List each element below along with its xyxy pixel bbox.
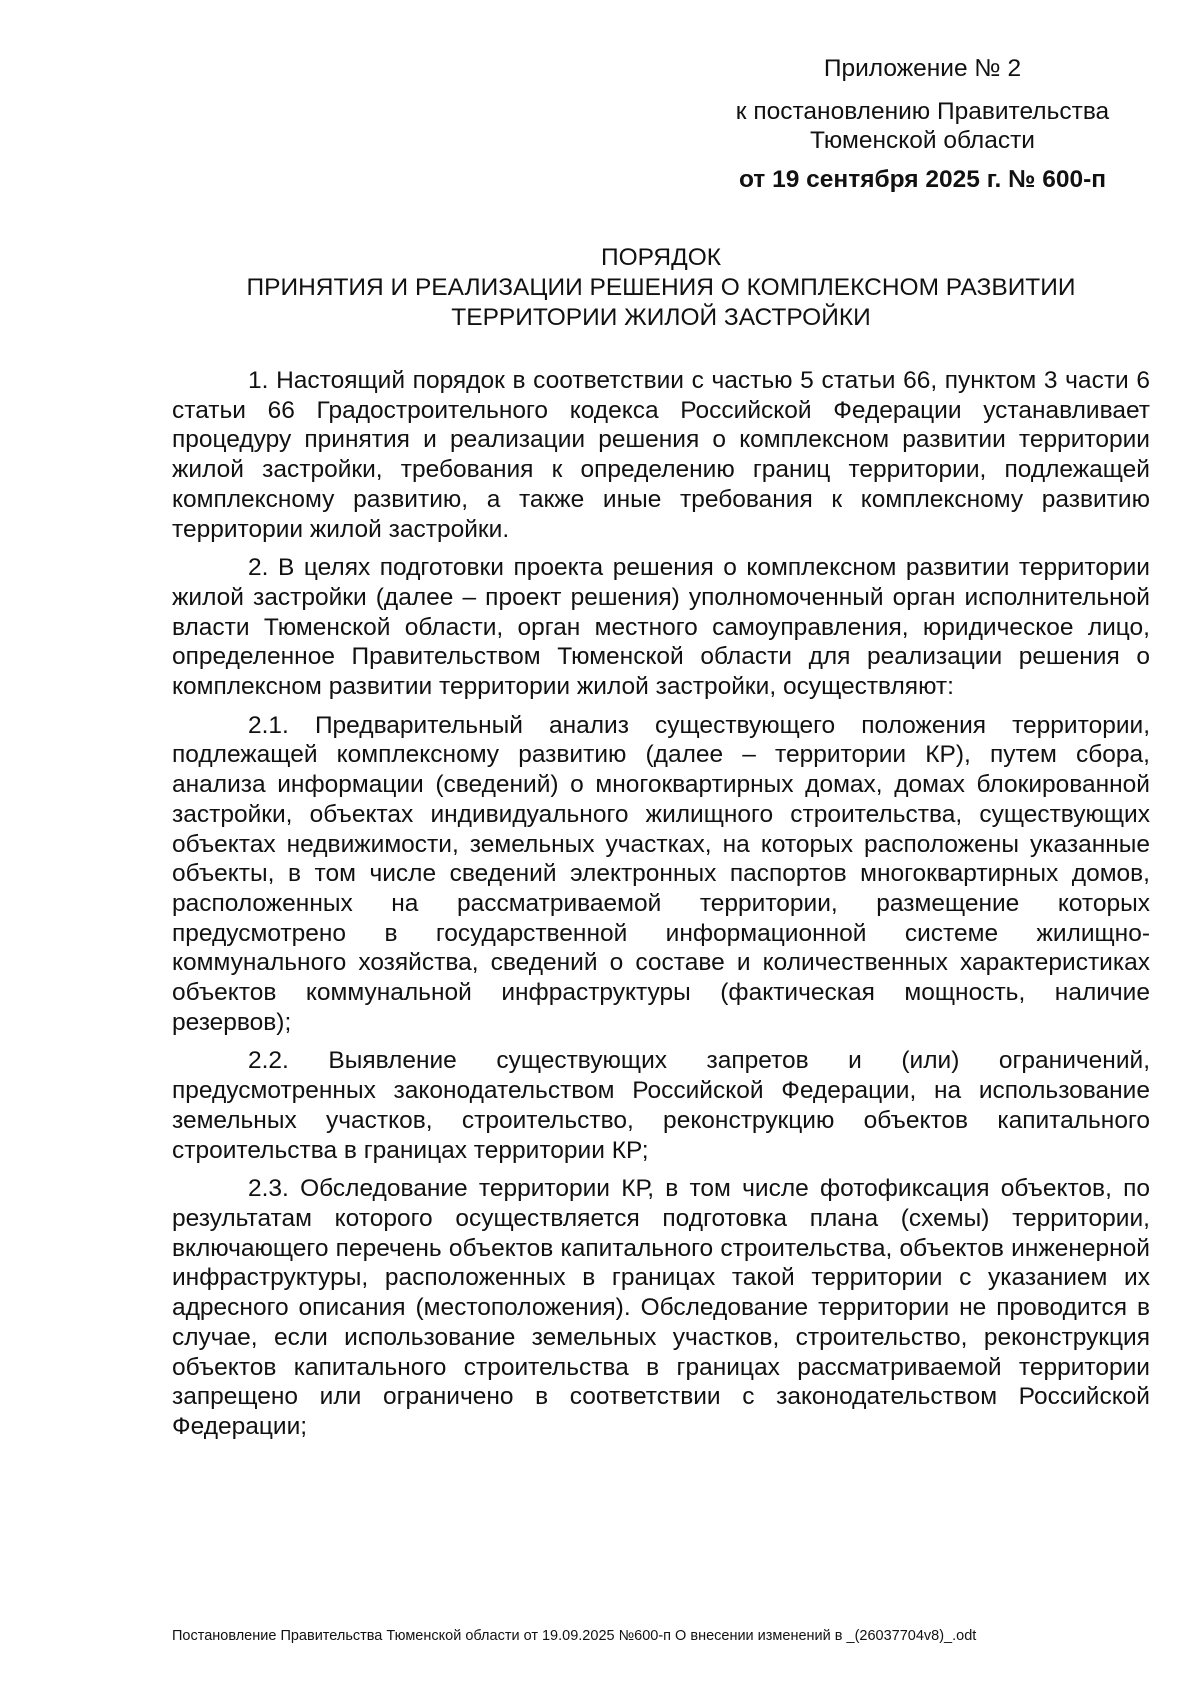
paragraph-2: 2. В целях подготовки проекта решения о комплексном развитии территории жилой застройки (далее – проект решения) уполномоченный орган исполнительной власти Тюменской области, орган местного самоуправления, юридическое лицо, определенное Правительством Тюменской области для реализации решения о комплексном развитии территории жилой застройки, осуществляют: <box>172 554 1150 701</box>
decree-date-number: от 19 сентября 2025 г. № 600-п <box>738 166 1107 193</box>
title-line-1: ПОРЯДОК <box>600 244 722 271</box>
document-body <box>172 366 1150 1451</box>
title-line-3: ТЕРРИТОРИИ ЖИЛОЙ ЗАСТРОЙКИ <box>451 304 871 331</box>
title-line-2: ПРИНЯТИЯ И РЕАЛИЗАЦИИ РЕШЕНИЯ О КОМПЛЕКСНОМ РАЗВИТИИ <box>246 274 1076 301</box>
paragraph-1: 1. Настоящий порядок в соответствии с частью 5 статьи 66, пунктом 3 части 6 статьи 66 Градостроительного кодекса Российской Федерации устанавливает процедуру принятия и реализации решения о комплексном развитии территории жилой застройки, требования к определению границ территории, подлежащей комплексному развитию, а также иные требования к комплексному развитию территории жилой застройки. <box>172 367 1150 543</box>
paragraph-2-3: 2.3. Обследование территории КР, в том числе фотофиксация объектов, по результатам которого осуществляется подготовка плана (схемы) территории, включающего перечень объектов капитального строительства, объектов инженерной инфраструктуры, расположенных в границах такой территории с указанием их адресного описания (местоположения). Обследование территории не проводится в случае, если использование земельных участков, строительство, реконструкция объектов капитального строительства в границах рассматриваемой территории запрещено или ограничено в соответствии с законодательством Российской Федерации; <box>172 1175 1150 1440</box>
document-title <box>172 243 1150 333</box>
decree-reference: к постановлению Правительства Тюменской области <box>735 98 1110 154</box>
paragraph-2-2: 2.2. Выявление существующих запретов и (или) ограничений, предусмотренных законодательством Российской Федерации, на использование земельных участков, строительство, реконструкцию объектов капитального строительства в границах территории КР; <box>172 1047 1150 1164</box>
page-footer: Постановление Правительства Тюменской области от 19.09.2025 №600-п О внесении изменений в _(26037704v8)_.odt <box>172 1628 977 1644</box>
paragraph-2-1: 2.1. Предварительный анализ существующего положения территории, подлежащей комплексному развитию (далее – территории КР), путем сбора, анализа информации (сведений) о многоквартирных домах, домах блокированной застройки, объектах индивидуального жилищного строительства, существующих объектах недвижимости, земельных участках, на которых расположены указанные объекты, в том числе сведений электронных паспортов многоквартирных домов, расположенных на рассматриваемой территории, размещение которых предусмотрено в государственной информационной системе жилищно-коммунального хозяйства, сведений о составе и количественных характеристиках объектов коммунальной инфраструктуры (фактическая мощность, наличие резервов); <box>172 711 1150 1036</box>
document-header <box>715 54 1130 194</box>
appendix-label: Приложение № 2 <box>823 55 1022 82</box>
